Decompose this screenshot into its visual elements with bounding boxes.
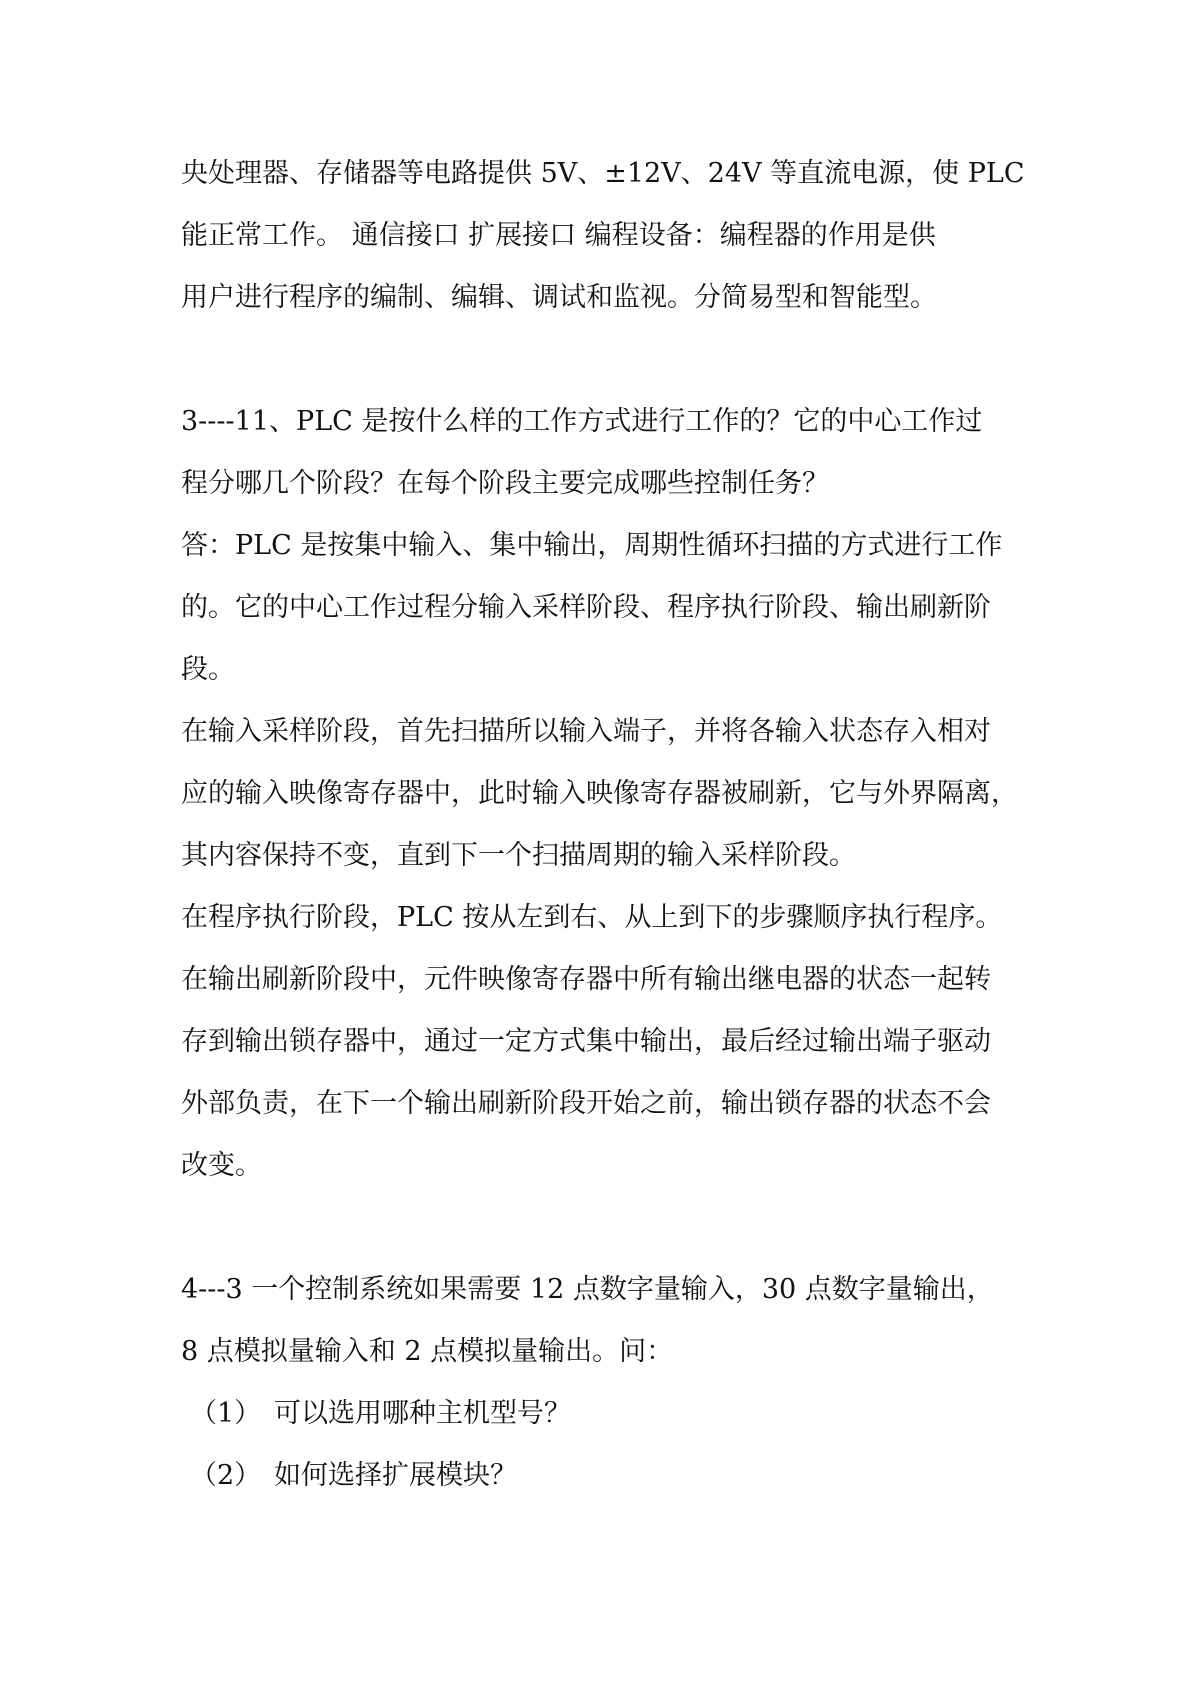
paragraph-spacer xyxy=(181,1197,1021,1259)
list-item-text: 可以选用哪种主机型号？ xyxy=(274,1398,571,1429)
document-body xyxy=(181,143,1025,1507)
answer-line: 其内容保持不变，直到下一个扫描周期的输入采样阶段。 xyxy=(181,840,856,871)
list-item xyxy=(181,1383,1021,1445)
question-line: 4---3 一个控制系统如果需要 12 点数字量输入，30 点数字量输出， xyxy=(181,1274,994,1305)
text-line: 用户进行程序的编制、编辑、调试和监视。分简易型和智能型。 xyxy=(181,282,937,313)
answer-line: 在程序执行阶段，PLC 按从左到右、从上到下的步骤顺序执行程序。 xyxy=(181,902,1003,933)
answer-line: 答：PLC 是按集中输入、集中输出，周期性循环扫描的方式进行工作 xyxy=(181,530,1003,561)
answer-line: 段。 xyxy=(181,654,235,685)
list-item-number: （1） xyxy=(190,1398,262,1429)
paragraph-spacer xyxy=(181,329,1021,391)
answer-line: 应的输入映像寄存器中，此时输入映像寄存器被刷新，它与外界隔离， xyxy=(181,778,1018,809)
answer-line: 存到输出锁存器中，通过一定方式集中输出，最后经过输出端子驱动 xyxy=(181,1026,991,1057)
answer-line: 的。它的中心工作过程分输入采样阶段、程序执行阶段、输出刷新阶 xyxy=(181,592,991,623)
question-line: 程分哪几个阶段？在每个阶段主要完成哪些控制任务？ xyxy=(181,468,829,499)
question-line: 3----11、PLC 是按什么样的工作方式进行工作的？它的中心工作过 xyxy=(181,406,983,437)
answer-line: 在输入采样阶段，首先扫描所以输入端子，并将各输入状态存入相对 xyxy=(181,716,991,747)
question-3-11 xyxy=(181,391,1021,1197)
list-item xyxy=(181,1445,1021,1507)
answer-line: 改变。 xyxy=(181,1150,262,1181)
question-4-3 xyxy=(181,1259,1021,1507)
paragraph-power-supply xyxy=(181,143,1025,329)
text-line: 能正常工作。 通信接口 扩展接口 编程设备：编程器的作用是供 xyxy=(181,220,936,251)
answer-line: 外部负责，在下一个输出刷新阶段开始之前，输出锁存器的状态不会 xyxy=(181,1088,991,1119)
answer-line: 在输出刷新阶段中，元件映像寄存器中所有输出继电器的状态一起转 xyxy=(181,964,991,995)
list-item-number: （2） xyxy=(190,1460,262,1491)
question-line: 8 点模拟量输入和 2 点模拟量输出。问： xyxy=(181,1336,674,1367)
list-item-text: 如何选择扩展模块？ xyxy=(274,1460,517,1491)
text-line: 央处理器、存储器等电路提供 5V、±12V、24V 等直流电源，使 PLC xyxy=(181,158,1025,189)
